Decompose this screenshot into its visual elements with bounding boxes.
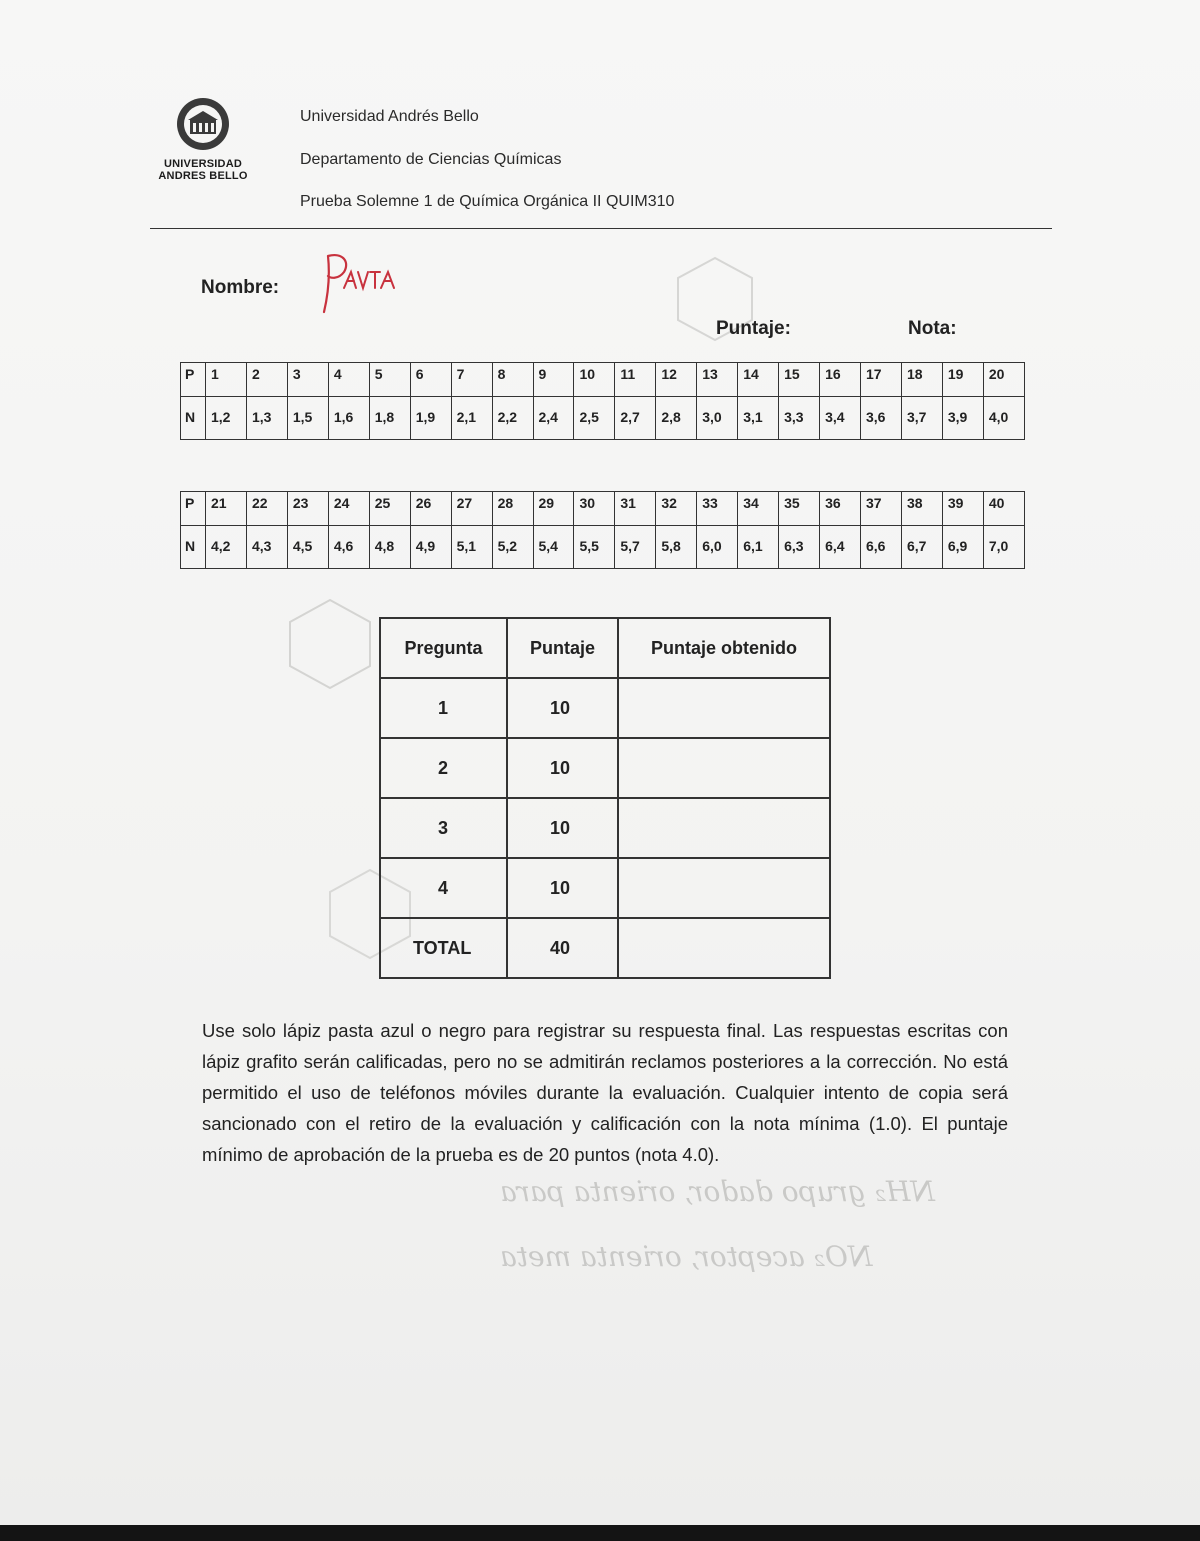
points-cell: 26 xyxy=(410,492,451,526)
question-max-score: 10 xyxy=(507,798,618,858)
points-cell: 32 xyxy=(656,492,697,526)
grade-cell: 6,7 xyxy=(901,526,942,569)
grade-cell: 4,5 xyxy=(287,526,328,569)
grade-cell: 1,5 xyxy=(287,397,328,440)
grade-cell: 3,6 xyxy=(861,397,902,440)
grade-cell: 2,4 xyxy=(533,397,574,440)
grade-cell: 5,7 xyxy=(615,526,656,569)
question-max-score: 10 xyxy=(507,738,618,798)
points-cell: 9 xyxy=(533,363,574,397)
grade-cell: 5,1 xyxy=(451,526,492,569)
points-cell: 23 xyxy=(287,492,328,526)
row-label-n: N xyxy=(181,526,206,569)
question-max-score: 10 xyxy=(507,858,618,918)
points-cell: 20 xyxy=(983,363,1024,397)
points-cell: 30 xyxy=(574,492,615,526)
grade-cell: 6,4 xyxy=(820,526,861,569)
points-cell: 39 xyxy=(942,492,983,526)
points-cell: 24 xyxy=(328,492,369,526)
total-label: TOTAL xyxy=(380,918,507,978)
row-label-p: P xyxy=(181,363,206,397)
bleed-through-mark: NO₂ aceptor, orienta meta xyxy=(500,1240,873,1273)
grade-cell: 1,2 xyxy=(206,397,247,440)
points-cell: 4 xyxy=(328,363,369,397)
points-cell: 37 xyxy=(861,492,902,526)
question-max-score: 10 xyxy=(507,678,618,738)
obtained-score-field[interactable] xyxy=(618,738,830,798)
table-row xyxy=(380,738,830,798)
grade-cell: 1,8 xyxy=(369,397,410,440)
grade-cell: 1,6 xyxy=(328,397,369,440)
exam-instructions: Use solo lápiz pasta azul o negro para registrar su respuesta final. Las respuestas escritas con lápiz grafito serán calificadas, pero no se admitirán reclamos posteriores a la corrección. No está permitido el uso de teléfonos móviles durante la evaluación. Cualquier intento de copia será sancionado con el retiro de la evaluación y calificación con la nota mínima (1.0). El puntaje mínimo de aprobación de la prueba es de 20 puntos (nota 4.0). xyxy=(202,1020,1008,1165)
grade-cell: 1,3 xyxy=(246,397,287,440)
points-cell: 21 xyxy=(206,492,247,526)
bleed-through-structure xyxy=(270,590,390,700)
grade-cell: 2,2 xyxy=(492,397,533,440)
points-cell: 25 xyxy=(369,492,410,526)
points-row xyxy=(181,492,1025,526)
grade-cell: 5,8 xyxy=(656,526,697,569)
points-cell: 1 xyxy=(206,363,247,397)
points-cell: 18 xyxy=(901,363,942,397)
handwritten-name-signature xyxy=(318,250,408,320)
table-header-row xyxy=(380,618,830,678)
grade-cell: 3,4 xyxy=(820,397,861,440)
grades-row xyxy=(181,397,1025,440)
column-header-question: Pregunta xyxy=(380,618,507,678)
grade-cell: 2,7 xyxy=(615,397,656,440)
question-number: 2 xyxy=(380,738,507,798)
points-cell: 13 xyxy=(697,363,738,397)
department-name: Departamento de Ciencias Químicas xyxy=(300,151,562,168)
points-cell: 38 xyxy=(901,492,942,526)
exam-title: Prueba Solemne 1 de Química Orgánica II QUIM310 xyxy=(300,193,675,210)
points-cell: 33 xyxy=(697,492,738,526)
column-header-score: Puntaje xyxy=(507,618,618,678)
grading-scale-table-1 xyxy=(180,362,1025,440)
university-logo xyxy=(156,94,250,180)
grading-scale-table-2 xyxy=(180,491,1025,569)
points-row xyxy=(181,363,1025,397)
obtained-score-field[interactable] xyxy=(618,798,830,858)
points-cell: 2 xyxy=(246,363,287,397)
total-max-score: 40 xyxy=(507,918,618,978)
grade-cell: 5,2 xyxy=(492,526,533,569)
points-cell: 10 xyxy=(574,363,615,397)
points-cell: 15 xyxy=(779,363,820,397)
points-cell: 3 xyxy=(287,363,328,397)
points-cell: 17 xyxy=(861,363,902,397)
logo-emblem-icon xyxy=(156,94,250,158)
points-cell: 34 xyxy=(738,492,779,526)
grade-cell: 6,3 xyxy=(779,526,820,569)
question-number: 4 xyxy=(380,858,507,918)
question-number: 3 xyxy=(380,798,507,858)
grade-cell: 2,8 xyxy=(656,397,697,440)
grade-cell: 6,6 xyxy=(861,526,902,569)
total-obtained-field[interactable] xyxy=(618,918,830,978)
points-cell: 40 xyxy=(983,492,1024,526)
obtained-score-field[interactable] xyxy=(618,678,830,738)
grade-cell: 6,1 xyxy=(738,526,779,569)
table-row xyxy=(380,678,830,738)
grade-cell: 4,6 xyxy=(328,526,369,569)
name-label: Nombre: xyxy=(201,277,280,298)
grade-cell: 3,1 xyxy=(738,397,779,440)
grade-cell: 2,5 xyxy=(574,397,615,440)
background-surface xyxy=(0,1525,1200,1541)
grade-cell: 4,9 xyxy=(410,526,451,569)
points-cell: 7 xyxy=(451,363,492,397)
score-label: Puntaje: xyxy=(716,318,791,339)
bleed-through-mark: NH₂ grupo dador, orienta para xyxy=(500,1175,935,1208)
points-cell: 29 xyxy=(533,492,574,526)
table-row xyxy=(380,858,830,918)
grade-cell: 3,9 xyxy=(942,397,983,440)
grade-cell: 6,9 xyxy=(942,526,983,569)
points-cell: 8 xyxy=(492,363,533,397)
points-cell: 5 xyxy=(369,363,410,397)
grade-cell: 1,9 xyxy=(410,397,451,440)
points-cell: 31 xyxy=(615,492,656,526)
obtained-score-field[interactable] xyxy=(618,858,830,918)
grade-cell: 4,8 xyxy=(369,526,410,569)
logo-text: UNIVERSIDAD ANDRES BELLO xyxy=(158,158,248,182)
grade-cell: 4,2 xyxy=(206,526,247,569)
grade-cell: 5,5 xyxy=(574,526,615,569)
points-cell: 28 xyxy=(492,492,533,526)
grades-row xyxy=(181,526,1025,569)
points-cell: 16 xyxy=(820,363,861,397)
grade-cell: 5,4 xyxy=(533,526,574,569)
grade-cell: 4,3 xyxy=(246,526,287,569)
points-cell: 12 xyxy=(656,363,697,397)
header-divider xyxy=(150,228,1052,229)
grade-cell: 7,0 xyxy=(983,526,1024,569)
grade-cell: 2,1 xyxy=(451,397,492,440)
grade-label: Nota: xyxy=(908,318,957,339)
grade-cell: 3,3 xyxy=(779,397,820,440)
grade-cell: 4,0 xyxy=(983,397,1024,440)
grade-cell: 6,0 xyxy=(697,526,738,569)
points-cell: 11 xyxy=(615,363,656,397)
points-cell: 6 xyxy=(410,363,451,397)
points-cell: 27 xyxy=(451,492,492,526)
points-cell: 14 xyxy=(738,363,779,397)
table-row xyxy=(380,798,830,858)
points-cell: 22 xyxy=(246,492,287,526)
question-number: 1 xyxy=(380,678,507,738)
points-summary-table xyxy=(379,617,831,979)
points-cell: 35 xyxy=(779,492,820,526)
total-row xyxy=(380,918,830,978)
column-header-obtained: Puntaje obtenido xyxy=(618,618,830,678)
row-label-p: P xyxy=(181,492,206,526)
grade-cell: 3,0 xyxy=(697,397,738,440)
grade-cell: 3,7 xyxy=(901,397,942,440)
row-label-n: N xyxy=(181,397,206,440)
points-cell: 19 xyxy=(942,363,983,397)
university-name: Universidad Andrés Bello xyxy=(300,108,479,125)
points-cell: 36 xyxy=(820,492,861,526)
